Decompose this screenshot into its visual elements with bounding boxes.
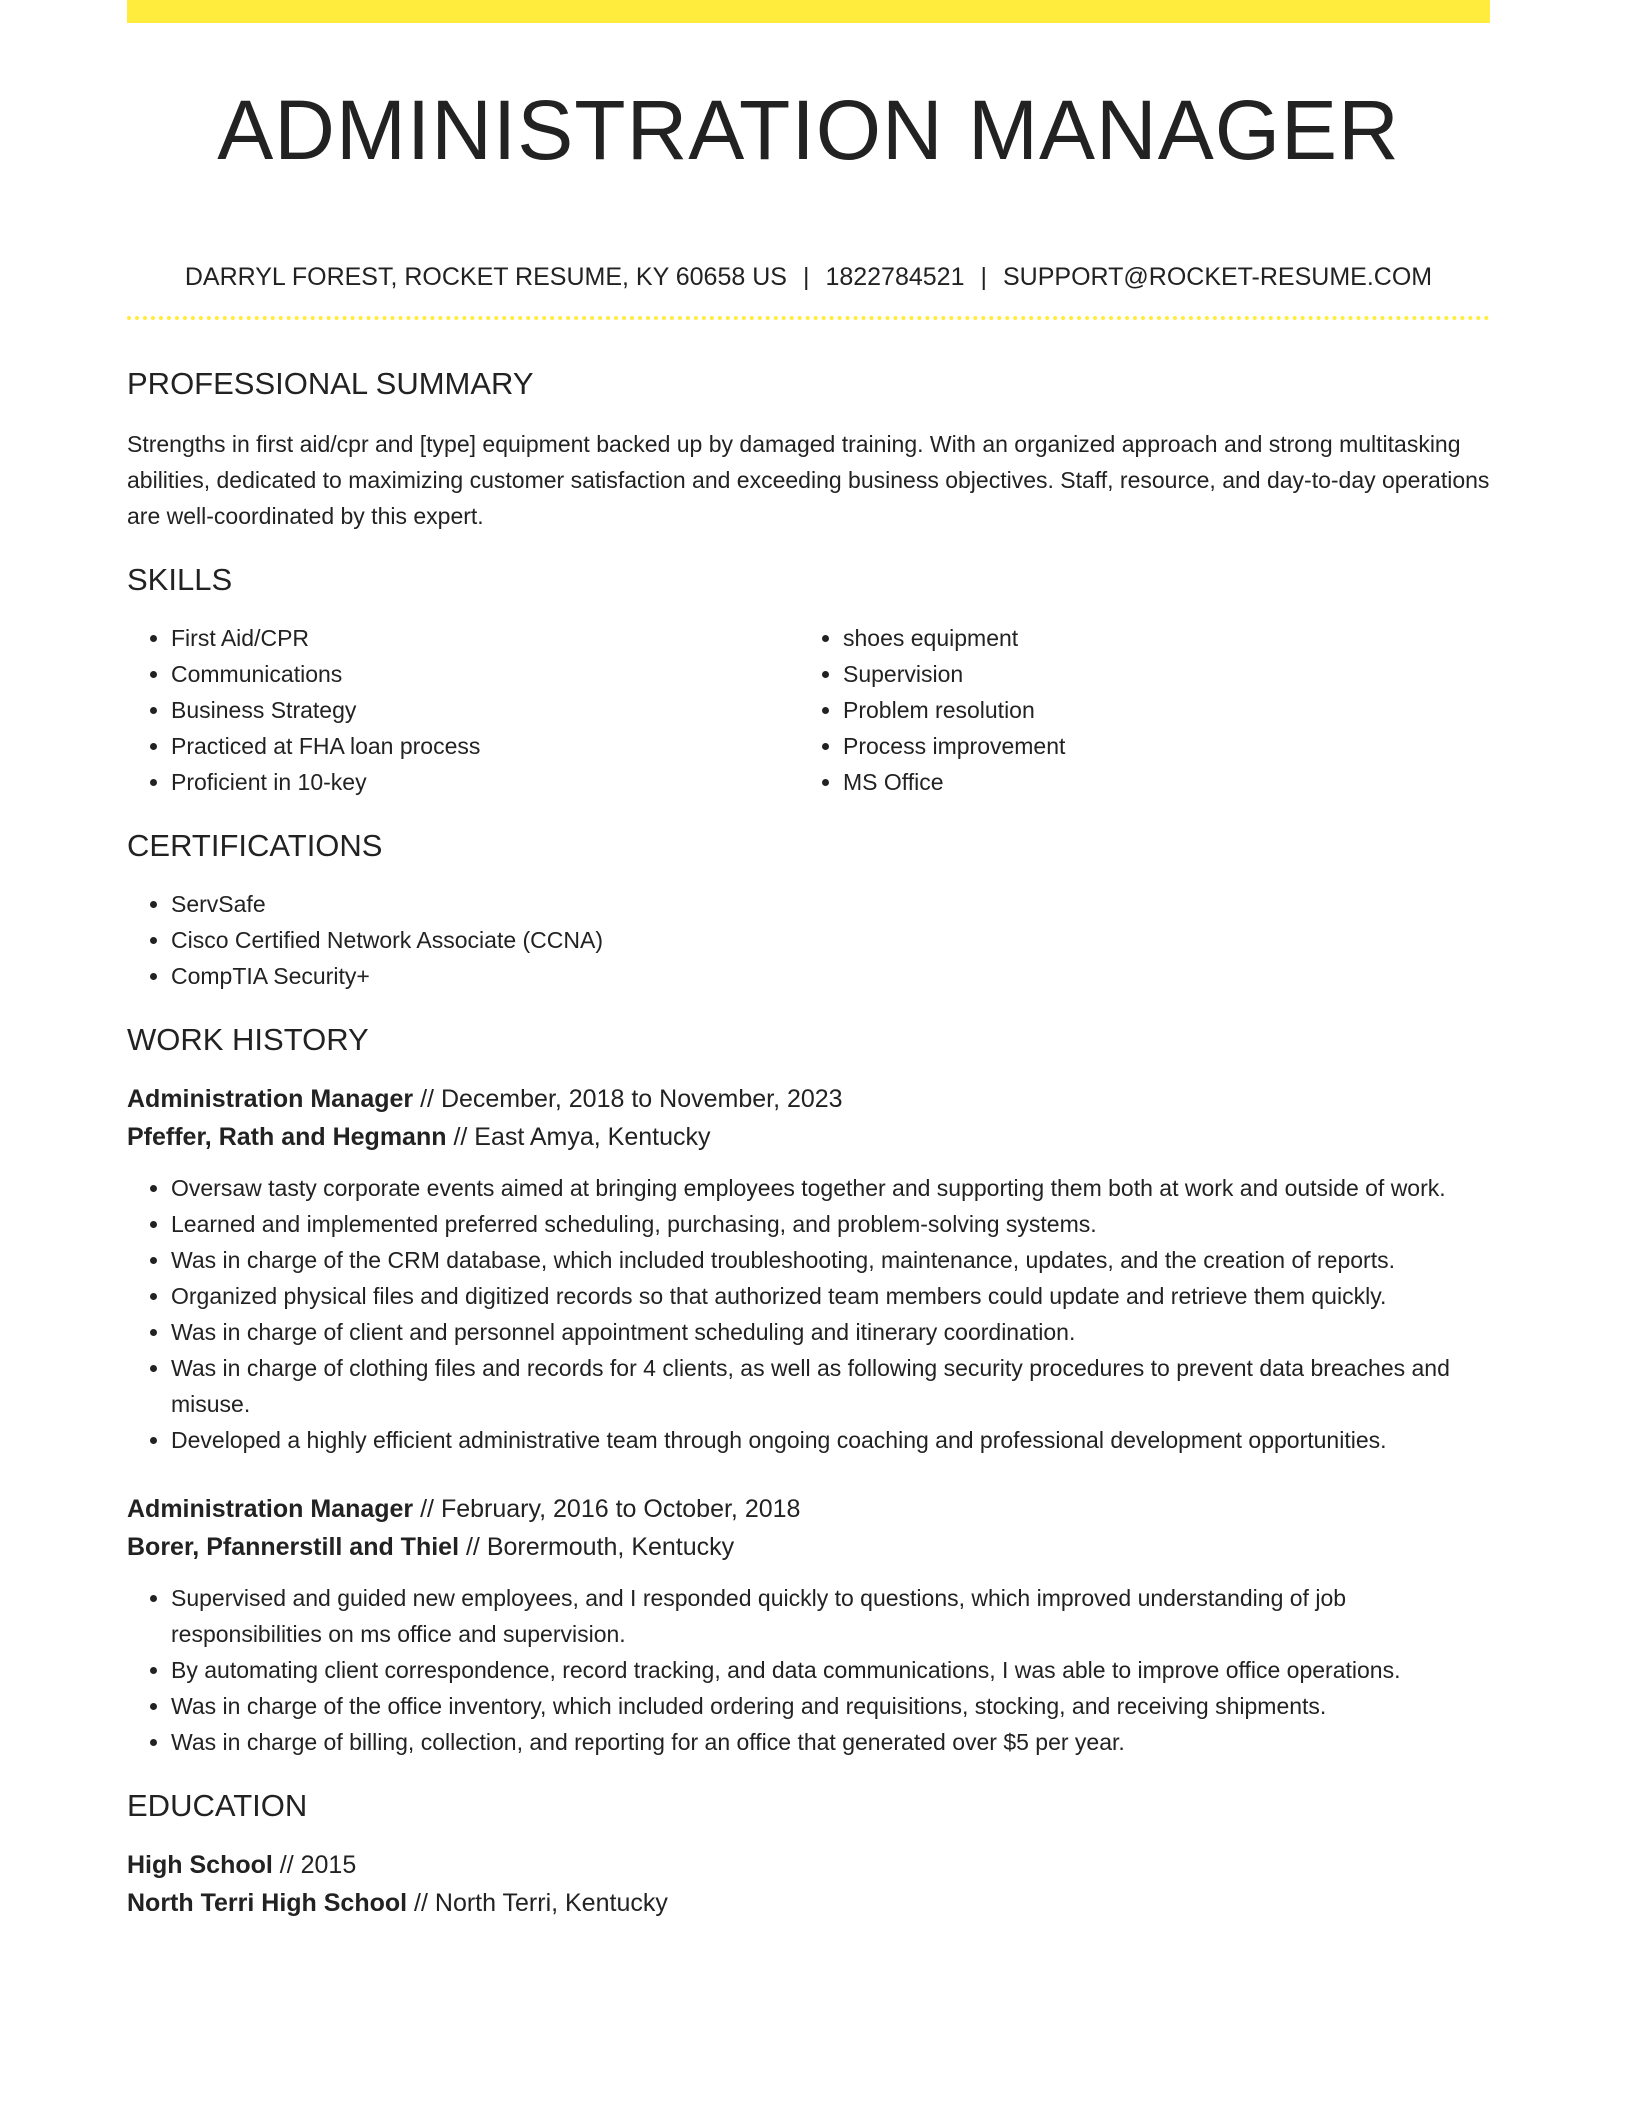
job-entry bbox=[127, 1080, 1490, 1458]
education-heading: EDUCATION bbox=[127, 1788, 308, 1823]
job-company-line bbox=[127, 1118, 1490, 1156]
summary-text: Strengths in first aid/cpr and [type] equipment backed up by damaged training. With an organized approach and strong multitasking abilities, dedicated to maximizing customer satisfaction and exceeding business objectives. Staff, resource, and day-to-day operations are well-coordinated by this expert. bbox=[127, 431, 1490, 529]
job-bullet: • By automating client correspondence, record tracking, and data communications, I was able to improve office operations. bbox=[171, 1652, 1490, 1688]
resume-page bbox=[127, 0, 1490, 1922]
contact-phone: 1822784521 bbox=[825, 263, 965, 291]
job-entry bbox=[127, 1490, 1490, 1760]
skill-item: • Process improvement bbox=[843, 728, 1065, 764]
job-bullets bbox=[127, 1170, 1490, 1458]
skills-list-right bbox=[799, 620, 1065, 800]
skill-item: • First Aid/CPR bbox=[171, 620, 799, 656]
skill-item: • Practiced at FHA loan process bbox=[171, 728, 799, 764]
summary-heading: PROFESSIONAL SUMMARY bbox=[127, 366, 534, 401]
job-title-line bbox=[127, 1080, 1490, 1118]
job-bullet: • Oversaw tasty corporate events aimed at bringing employees together and supporting them both at work and outside of work. bbox=[171, 1170, 1490, 1206]
education-entry bbox=[127, 1846, 1490, 1922]
job-bullets bbox=[127, 1580, 1490, 1760]
work-history-section bbox=[127, 1022, 1490, 1760]
skill-item: • Supervision bbox=[843, 656, 1065, 692]
education-location: // North Terri, Kentucky bbox=[414, 1889, 668, 1917]
contact-address: DARRYL FOREST, ROCKET RESUME, KY 60658 US bbox=[184, 263, 787, 291]
skills-heading: SKILLS bbox=[127, 562, 233, 597]
education-school-line bbox=[127, 1884, 1490, 1922]
summary-section bbox=[127, 366, 1490, 534]
job-company: Pfeffer, Rath and Hegmann bbox=[127, 1123, 447, 1151]
education-section bbox=[127, 1788, 1490, 1922]
job-bullet: • Was in charge of billing, collection, and reporting for an office that generated over $5 per year. bbox=[171, 1724, 1490, 1760]
certification-item: • ServSafe bbox=[171, 886, 1490, 922]
contact-email: SUPPORT@ROCKET-RESUME.COM bbox=[1002, 263, 1433, 291]
header-divider bbox=[127, 316, 1490, 320]
job-title-line bbox=[127, 1490, 1490, 1528]
job-bullet: • Was in charge of clothing files and records for 4 clients, as well as following security procedures to prevent data breaches and misuse. bbox=[171, 1350, 1490, 1422]
certifications-list bbox=[127, 886, 1490, 994]
job-bullet: • Was in charge of the office inventory, which included ordering and requisitions, stocking, and receiving shipments. bbox=[171, 1688, 1490, 1724]
certification-item: • CompTIA Security+ bbox=[171, 958, 1490, 994]
contact-separator: | bbox=[802, 263, 810, 291]
skills-list-left bbox=[127, 620, 799, 800]
skill-item: • Proficient in 10-key bbox=[171, 764, 799, 800]
resume-title: ADMINISTRATION MANAGER bbox=[217, 83, 1400, 177]
skill-item: • MS Office bbox=[843, 764, 1065, 800]
certification-item: • Cisco Certified Network Associate (CCNA) bbox=[171, 922, 1490, 958]
job-company: Borer, Pfannerstill and Thiel bbox=[127, 1533, 460, 1561]
contact-line bbox=[127, 262, 1490, 292]
education-year: // 2015 bbox=[279, 1851, 357, 1879]
skills-grid bbox=[127, 620, 1490, 800]
skill-item: • Problem resolution bbox=[843, 692, 1065, 728]
job-bullet: • Organized physical files and digitized records so that authorized team members could update and retrieve them quickly. bbox=[171, 1278, 1490, 1314]
education-degree-line bbox=[127, 1846, 1490, 1884]
job-dates: // December, 2018 to November, 2023 bbox=[420, 1085, 843, 1113]
job-bullet: • Learned and implemented preferred scheduling, purchasing, and problem-solving systems. bbox=[171, 1206, 1490, 1242]
contact-separator: | bbox=[980, 263, 987, 291]
job-location: // Borermouth, Kentucky bbox=[465, 1533, 735, 1561]
certifications-section bbox=[127, 828, 1490, 994]
education-school: North Terri High School bbox=[127, 1889, 408, 1917]
job-bullet: • Supervised and guided new employees, and I responded quickly to questions, which improved understanding of job responsibilities on ms office and supervision. bbox=[171, 1580, 1490, 1652]
skills-section bbox=[127, 562, 1490, 800]
skill-item: • Communications bbox=[171, 656, 799, 692]
work-history-heading: WORK HISTORY bbox=[127, 1022, 369, 1057]
job-location: // East Amya, Kentucky bbox=[453, 1123, 711, 1151]
certifications-heading: CERTIFICATIONS bbox=[127, 828, 383, 863]
job-title: Administration Manager bbox=[127, 1495, 414, 1523]
education-degree: High School bbox=[127, 1851, 273, 1879]
skill-item: • Business Strategy bbox=[171, 692, 799, 728]
job-bullet: • Was in charge of client and personnel appointment scheduling and itinerary coordination. bbox=[171, 1314, 1490, 1350]
job-bullet: • Was in charge of the CRM database, which included troubleshooting, maintenance, updates, and the creation of reports. bbox=[171, 1242, 1490, 1278]
job-company-line bbox=[127, 1528, 1490, 1566]
job-bullet: • Developed a highly efficient administrative team through ongoing coaching and professional development opportunities. bbox=[171, 1422, 1490, 1458]
job-title: Administration Manager bbox=[127, 1085, 414, 1113]
job-dates: // February, 2016 to October, 2018 bbox=[420, 1495, 801, 1523]
skill-item: • shoes equipment bbox=[843, 620, 1065, 656]
